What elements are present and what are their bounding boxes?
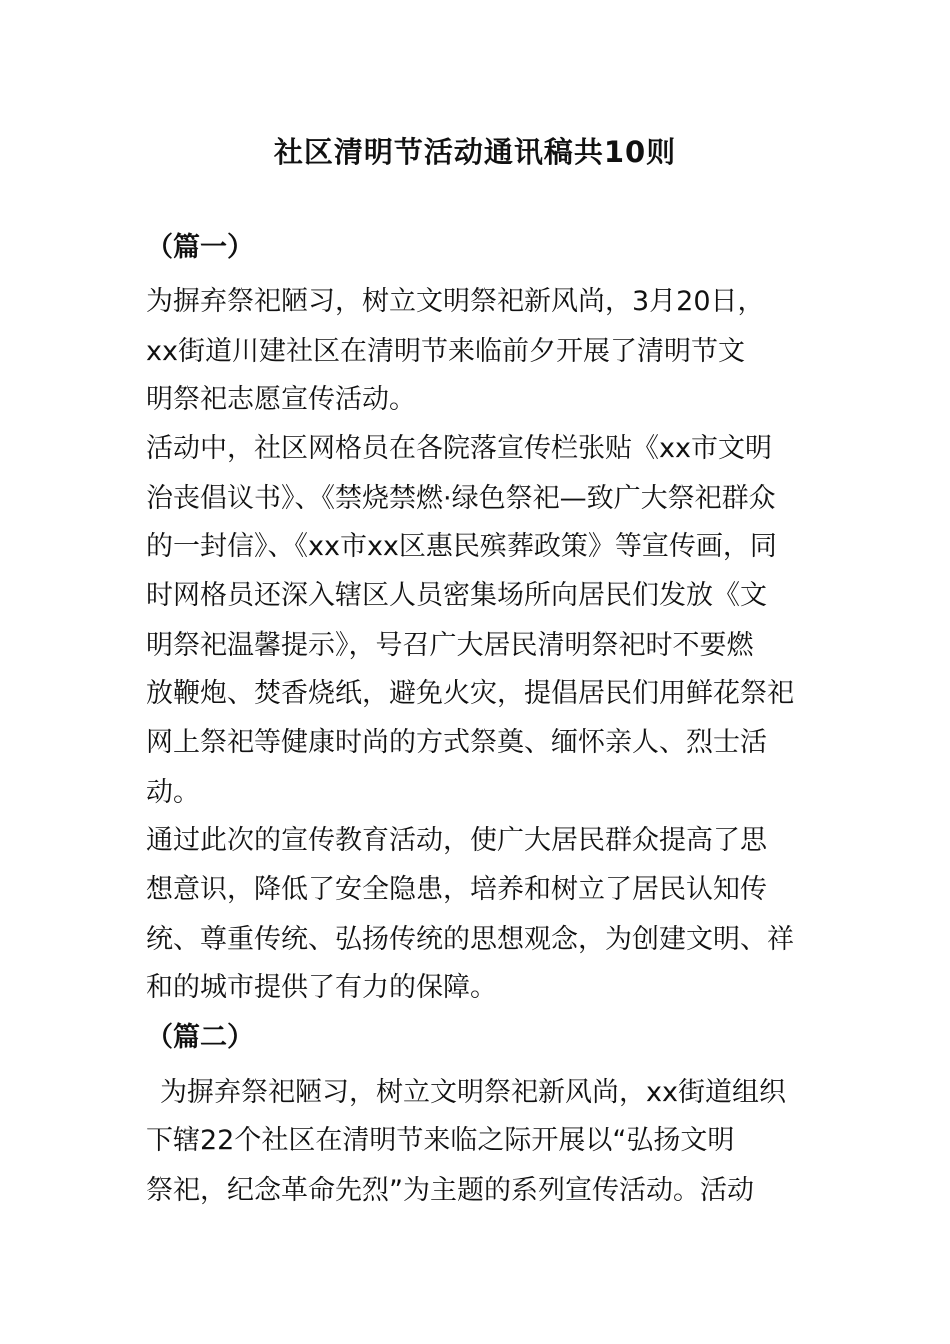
paragraph-line: 祭祀，纪念革命先烈”为主题的系列宣传活动。活动 <box>146 1175 754 1206</box>
paragraph-line: 活动中，社区网格员在各院落宣传栏张贴《xx市文明 <box>146 433 772 464</box>
paragraph-line: 下辖22个社区在清明节来临之际开展以“弘扬文明 <box>146 1125 735 1156</box>
paragraph-line: 为摒弃祭祀陋习，树立文明祭祀新风尚，3月20日， <box>146 286 765 317</box>
paragraph-line: 时网格员还深入辖区人员密集场所向居民们发放《文 <box>146 580 767 611</box>
section-heading: （篇一） <box>146 232 254 263</box>
paragraph-line: 放鞭炮、焚香烧纸，避免火灾，提倡居民们用鲜花祭祀 <box>146 678 794 709</box>
section-heading: （篇二） <box>146 1022 254 1053</box>
paragraph-line: 治丧倡议书》、《禁烧禁燃·绿色祭祀—致广大祭祀群众 <box>146 483 776 514</box>
paragraph-line: 明祭祀温馨提示》，号召广大居民清明祭祀时不要燃 <box>146 630 754 661</box>
paragraph-line: 统、尊重传统、弘扬传统的思想观念，为创建文明、祥 <box>146 924 794 955</box>
paragraph-line: 明祭祀志愿宣传活动。 <box>146 384 416 415</box>
paragraph-line: 和的城市提供了有力的保障。 <box>146 972 497 1003</box>
paragraph-line: xx街道川建社区在清明节来临前夕开展了清明节文 <box>146 336 745 367</box>
document-title: 社区清明节活动通讯稿共10则 <box>273 135 677 169</box>
paragraph-line: 为摒弃祭祀陋习，树立文明祭祀新风尚，xx街道组织 <box>160 1077 786 1108</box>
paragraph-line: 的一封信》、《xx市xx区惠民殡葬政策》等宣传画，同 <box>146 531 777 562</box>
paragraph-line: 网上祭祀等健康时尚的方式祭奠、缅怀亲人、烈士活 <box>146 727 767 758</box>
paragraph-line: 动。 <box>146 777 200 808</box>
paragraph-line: 想意识，降低了安全隐患，培养和树立了居民认知传 <box>146 874 767 905</box>
paragraph-line: 通过此次的宣传教育活动，使广大居民群众提高了思 <box>146 825 767 856</box>
